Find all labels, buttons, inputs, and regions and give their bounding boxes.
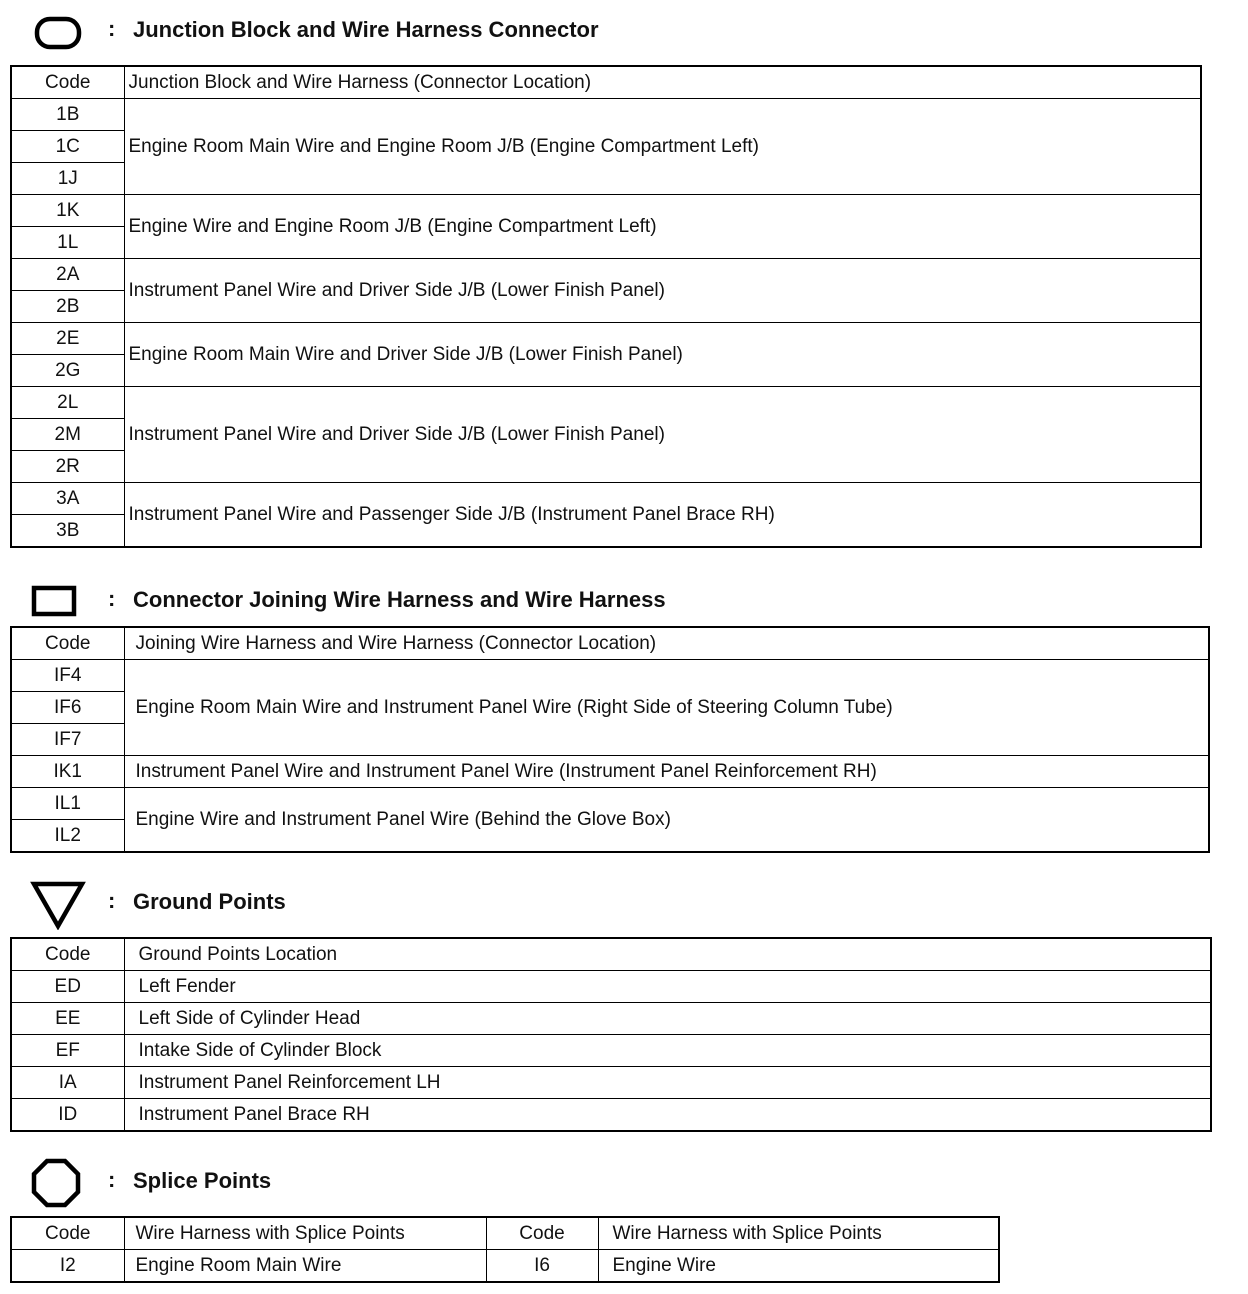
location-header: Junction Block and Wire Harness (Connector Location) (124, 66, 1201, 99)
table-header-row (11, 938, 1211, 971)
table-row (11, 1067, 1211, 1099)
location-cell: Instrument Panel Wire and Driver Side J/B (Lower Finish Panel) (124, 387, 1201, 483)
code-cell: 2E (11, 323, 124, 355)
table-row (11, 1003, 1211, 1035)
section-title: Junction Block and Wire Harness Connector (133, 17, 599, 42)
code-header: Code (11, 627, 124, 660)
code-cell: IL1 (11, 788, 124, 820)
section-title: Connector Joining Wire Harness and Wire Harness (133, 587, 666, 612)
section-colon: : (108, 16, 116, 41)
code-cell: EE (11, 1003, 124, 1035)
location-header: Ground Points Location (124, 938, 1211, 971)
code-cell: 2G (11, 355, 124, 387)
table-row (11, 99, 1201, 131)
section-splice-points-header (0, 1157, 1248, 1197)
location-cell: Instrument Panel Reinforcement LH (124, 1067, 1211, 1099)
table-row (11, 259, 1201, 291)
square-icon (31, 585, 77, 617)
connector-joining-table (10, 626, 1210, 853)
section-colon: : (108, 1167, 116, 1192)
table-row (11, 1099, 1211, 1132)
code-cell: 2M (11, 419, 124, 451)
code-cell: 2L (11, 387, 124, 419)
section-colon: : (108, 586, 116, 611)
location-cell: Left Fender (124, 971, 1211, 1003)
splice-points-table (10, 1216, 1000, 1283)
location-cell: Engine Room Main Wire and Instrument Panel Wire (Right Side of Steering Column Tube) (124, 660, 1209, 756)
location-cell: Left Side of Cylinder Head (124, 1003, 1211, 1035)
code-cell: IK1 (11, 756, 124, 788)
section-title: Splice Points (133, 1168, 272, 1193)
triangle-down-icon (30, 880, 86, 930)
section-colon: : (108, 888, 116, 913)
harness-cell: Engine Room Main Wire (124, 1250, 486, 1283)
table-row (11, 387, 1201, 419)
location-cell: Instrument Panel Brace RH (124, 1099, 1211, 1132)
code-cell: IF7 (11, 724, 124, 756)
junction-block-table (10, 65, 1202, 548)
section-ground-points-header (0, 880, 1248, 920)
table-header-row (11, 66, 1201, 99)
code-cell: I6 (486, 1250, 598, 1283)
location-cell: Intake Side of Cylinder Block (124, 1035, 1211, 1067)
location-cell: Instrument Panel Wire and Instrument Panel Wire (Instrument Panel Reinforcement RH) (124, 756, 1209, 788)
code-cell: 1L (11, 227, 124, 259)
table-row (11, 1250, 999, 1283)
code-cell: 1J (11, 163, 124, 195)
location-cell: Instrument Panel Wire and Driver Side J/B (Lower Finish Panel) (124, 259, 1201, 323)
harness-header: Wire Harness with Splice Points (598, 1217, 999, 1250)
octagon-icon (30, 1157, 82, 1209)
code-cell: IA (11, 1067, 124, 1099)
code-cell: ID (11, 1099, 124, 1132)
section-title: Ground Points (133, 889, 286, 914)
code-cell: IF6 (11, 692, 124, 724)
table-row (11, 971, 1211, 1003)
table-row (11, 756, 1209, 788)
location-cell: Engine Room Main Wire and Driver Side J/B (Lower Finish Panel) (124, 323, 1201, 387)
section-connector-joining-header (0, 580, 1248, 620)
code-cell: IL2 (11, 820, 124, 853)
code-header: Code (11, 938, 124, 971)
rounded-rect-icon (34, 16, 82, 50)
location-cell: Engine Wire and Engine Room J/B (Engine Compartment Left) (124, 195, 1201, 259)
code-cell: I2 (11, 1250, 124, 1283)
code-cell: EF (11, 1035, 124, 1067)
table-header-row (11, 627, 1209, 660)
code-cell: IF4 (11, 660, 124, 692)
location-cell: Instrument Panel Wire and Passenger Side J/B (Instrument Panel Brace RH) (124, 483, 1201, 548)
code-header: Code (11, 66, 124, 99)
location-cell: Engine Room Main Wire and Engine Room J/B (Engine Compartment Left) (124, 99, 1201, 195)
code-cell: 1C (11, 131, 124, 163)
code-cell: 1B (11, 99, 124, 131)
location-cell: Engine Wire and Instrument Panel Wire (Behind the Glove Box) (124, 788, 1209, 853)
code-cell: ED (11, 971, 124, 1003)
code-header: Code (486, 1217, 598, 1250)
code-cell: 2R (11, 451, 124, 483)
table-row (11, 195, 1201, 227)
table-row (11, 660, 1209, 692)
code-header: Code (11, 1217, 124, 1250)
harness-cell: Engine Wire (598, 1250, 999, 1283)
harness-header: Wire Harness with Splice Points (124, 1217, 486, 1250)
code-cell: 3B (11, 515, 124, 548)
table-row (11, 323, 1201, 355)
table-row (11, 483, 1201, 515)
location-header: Joining Wire Harness and Wire Harness (Connector Location) (124, 627, 1209, 660)
code-cell: 2A (11, 259, 124, 291)
table-header-row (11, 1217, 999, 1250)
table-row (11, 1035, 1211, 1067)
section-junction-block-header (0, 10, 1248, 50)
code-cell: 3A (11, 483, 124, 515)
ground-points-table (10, 937, 1212, 1132)
table-row (11, 788, 1209, 820)
code-cell: 1K (11, 195, 124, 227)
code-cell: 2B (11, 291, 124, 323)
